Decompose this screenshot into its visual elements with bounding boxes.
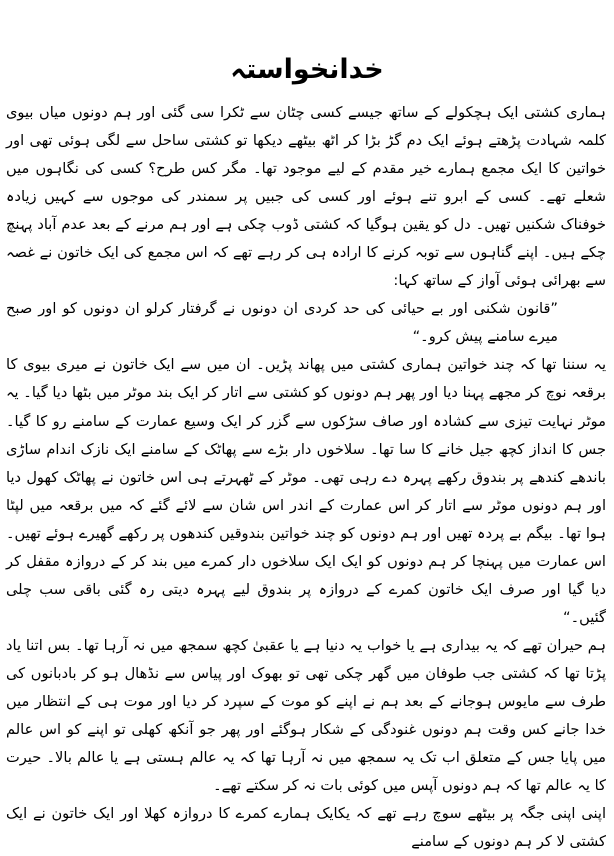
paragraph-quote: ”قانون شکنی اور بے حیائی کی حد کردی ان دونوں نے گرفتار کرلو ان دونوں کو اور صبح میرے سامنے پیش کرو۔“: [6, 300, 558, 346]
paragraph-2: یہ سننا تھا کہ چند خواتین ہماری کشتی میں پھاند پڑیں۔ ان میں سے ایک خاتون نے میری بیوی کا برقعہ نوچ کر مجھے پہنا دیا اور پھر ہم دونوں کو کشتی سے اتار کر ایک بند موٹر میں بٹھا دیا گیا۔ یہ موٹر نہایت تیزی سے کشادہ اور صاف سڑکوں سے گزر کر ایک وسیع عمارت کے سامنے رو کا گیا۔ جس کا انداز کچھ جیل خانے کا سا تھا۔ سلاخوں دار بڑے سے پھاٹک کے سامنے ایک نازک اندام ساڑی باندھے کندھے پر بندوق رکھے پہرہ دے رہی تھی۔ موٹر کے ٹھہرتے ہی اس خاتون نے پھاٹک کھول دیا اور ہم دونوں موٹر سے اتار کر اس عمارت کے اندر اس شان سے لائے گئے کہ میں برقعہ میں لپٹا ہوا تھا۔ بیگم بے پردہ تھیں اور ہم دونوں کو چند خواتین بندوقیں کندھوں پر رکھے گھیرے ہوئے تھیں۔ اس عمارت میں پہنچا کر ہم دونوں کو ایک ایک سلاخوں دار کمرے میں بند کر کے دروازہ مقفل کر دیا گیا اور صرف ایک خاتون کمرے کے دروازہ پر بندوق لیے پہرہ دیتی رہ گئی باقی سب چلی گئیں۔“: [6, 356, 606, 626]
page-title: خدانخواستہ: [230, 54, 384, 85]
paragraph-3: ہم حیران تھے کہ یہ بیداری ہے یا خواب یہ دنیا ہے یا عقبیٰ کچھ سمجھ میں نہ آرہا تھا۔ بس اتنا یاد پڑتا تھا کہ کشتی جب طوفان میں گھر چکی تھی تو بھوک اور پیاس سے نڈھال ہو کر بادبانوں کی طرف سے مایوس ہوجانے کے بعد ہم نے اپنے کو موت کے سپرد کر دیا اور موت ہی کے انتظار میں خدا جانے کس وقت ہم دونوں غنودگی کے شکار ہوگئے اور پھر جو آنکھ کھلی تو اپنے کو اس عالم میں پایا جس کے متعلق اب تک یہ سمجھ میں نہ آرہا تھا کہ یہ عالم ہستی ہے یا عالم بالا۔ حیرت کا یہ عالم تھا کہ ہم دونوں آپس میں کوئی بات نہ کر سکتے تھے۔: [6, 636, 606, 795]
paragraph-4: اپنی اپنی جگہ پر بیٹھے سوچ رہے تھے کہ یکایک ہمارے کمرے کا دروازہ کھلا اور ایک خاتون نے ایک کشتی لا کر ہم دونوں کے سامنے: [6, 805, 606, 851]
story-body: [6, 99, 606, 856]
paragraph-1: ہماری کشتی ایک ہچکولے کے ساتھ جیسے کسی چٹان سے ٹکرا سی گئی اور ہم دونوں میاں بیوی کلمہ شہادت پڑھتے ہوئے ایک دم گڑ بڑا کر اٹھ بیٹھے دیکھا تو کشتی ساحل سے لگی ہوئی تھی اور خواتین کا ایک مجمع ہمارے خیر مقدم کے لیے موجود تھا۔ مگر کس طرح؟ کسی کی نگاہوں میں شعلے تھے۔ کسی کے ابرو تنے ہوئے اور کسی کی جبیں پر سمندر کی موجوں سے کہیں زیادہ خوفناک شکنیں تھیں۔ دل کو یقین ہوگیا کہ کشتی ڈوب چکی ہے اور ہم مرنے کے بعد عدم آباد پہنچ چکے ہیں۔ اپنے گناہوں سے توبہ کرنے کا ارادہ ہی کر رہے تھے کہ اس مجمع کی ایک خاتون نے غصہ سے بھرائی ہوئی آواز کے ساتھ کہا:: [6, 104, 606, 290]
